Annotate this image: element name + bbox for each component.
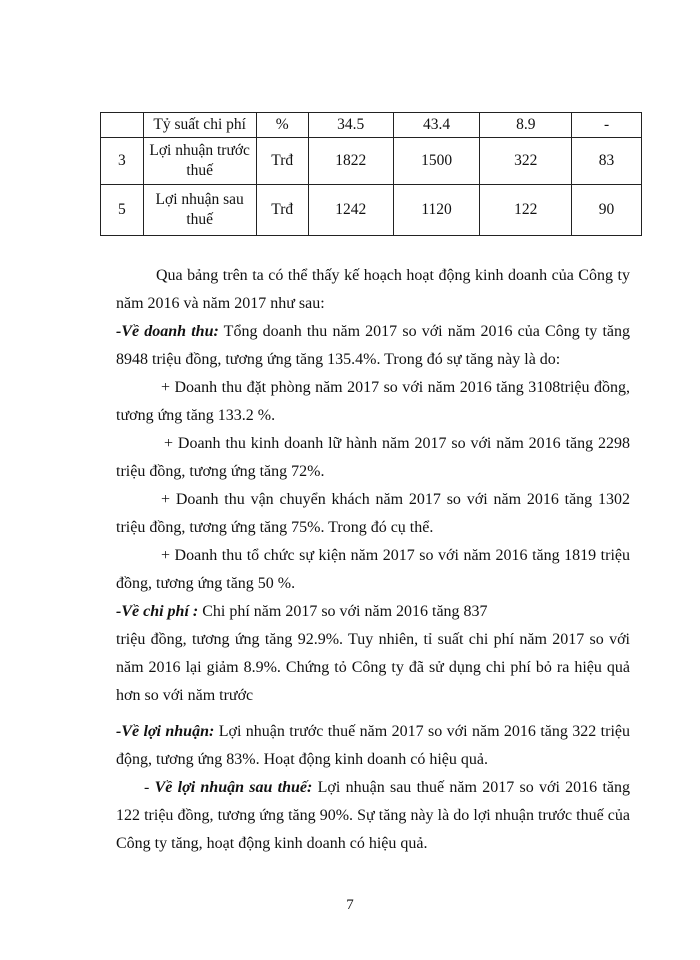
cost-paragraph-body: triệu đồng, tương ứng tăng 92.9%. Tuy nhiên, tỉ suất chi phí năm 2017 so với năm 2016 lại giảm 8.9%. Chứng tỏ Công ty đã sử dụng chi phí bỏ ra hiệu quả hơn so với năm trước <box>116 631 630 704</box>
cell-unit: Trđ <box>256 138 308 185</box>
cell-rate: 90 <box>572 185 642 236</box>
event-revenue-paragraph: + Doanh thu tổ chức sự kiện năm 2017 so với năm 2016 tăng 1819 triệu đồng, tương ứng tăng 50 %. <box>116 547 630 592</box>
cell-2016: 1822 <box>308 138 393 185</box>
cell-indicator: Lợi nhuận sau thuế <box>143 185 256 236</box>
cell-stt <box>101 113 144 138</box>
after-tax-label: Về lợi nhuận sau thuế: <box>154 779 313 796</box>
travel-revenue-paragraph: + Doanh thu kinh doanh lữ hành năm 2017 so với năm 2016 tăng 2298 triệu đồng, tương ứng tăng 72%. <box>116 435 630 480</box>
profit-label: -Về lợi nhuận: <box>116 723 215 740</box>
revenue-label: -Về doanh thu: <box>116 323 219 340</box>
cell-2017: 43.4 <box>393 113 480 138</box>
cell-difference: 8.9 <box>480 113 572 138</box>
cell-rate: 83 <box>572 138 642 185</box>
room-revenue-paragraph: + Doanh thu đặt phòng năm 2017 so với năm 2016 tăng 3108triệu đồng, tương ứng tăng 133.2 %. <box>116 379 630 424</box>
business-results-table <box>100 112 642 236</box>
cell-2016: 1242 <box>308 185 393 236</box>
cell-unit: Trđ <box>256 185 308 236</box>
cell-2017: 1120 <box>393 185 480 236</box>
revenue-text: Tổng doanh thu năm 2017 so với năm 2016 của Công ty tăng 8948 triệu đồng, tương ứng tăng 135.4%. Trong đó sự tăng này là do: <box>116 323 631 368</box>
revenue-paragraph <box>116 318 630 374</box>
page-number: 7 <box>346 897 354 913</box>
table-row <box>101 113 642 138</box>
cost-label: -Về chi phí : <box>116 603 199 620</box>
cell-difference: 322 <box>480 138 572 185</box>
after-tax-text: Lợi nhuận sau thuế năm 2017 so với 2016 tăng 122 triệu đồng, tương ứng tăng 90%. Sự tăng này là do lợi nhuận trước thuế của Công ty tăng, hoạt động kinh doanh có hiệu quả. <box>116 779 631 852</box>
profit-paragraph <box>116 718 630 774</box>
cost-paragraph-head <box>116 598 630 626</box>
cell-stt: 3 <box>101 138 144 185</box>
intro-paragraph: Qua bảng trên ta có thể thấy kế hoạch hoạt động kinh doanh của Công ty năm 2016 và năm 2017 như sau: <box>116 267 630 312</box>
after-tax-prefix: - <box>144 779 155 796</box>
table-row <box>101 185 642 236</box>
cell-2016: 34.5 <box>308 113 393 138</box>
table-row <box>101 138 642 185</box>
cell-2017: 1500 <box>393 138 480 185</box>
cell-rate: - <box>572 113 642 138</box>
transport-revenue-paragraph: + Doanh thu vận chuyển khách năm 2017 so với năm 2016 tăng 1302 triệu đồng, tương ứng tăng 75%. Trong đó cụ thể. <box>116 491 630 536</box>
cell-difference: 122 <box>480 185 572 236</box>
body-text <box>116 262 630 858</box>
cell-stt: 5 <box>101 185 144 236</box>
cell-indicator: Tỷ suất chi phí <box>143 113 256 138</box>
after-tax-paragraph <box>116 774 630 858</box>
profit-text: Lợi nhuận trước thuế năm 2017 so với năm 2016 tăng 322 triệu động, tương ứng 83%. Hoạt động kinh doanh có hiệu quả. <box>116 723 630 768</box>
cell-indicator: Lợi nhuận trước thuế <box>143 138 256 185</box>
cell-unit: % <box>256 113 308 138</box>
cost-text: Chi phí năm 2017 so với năm 2016 tăng 837 <box>198 603 488 620</box>
